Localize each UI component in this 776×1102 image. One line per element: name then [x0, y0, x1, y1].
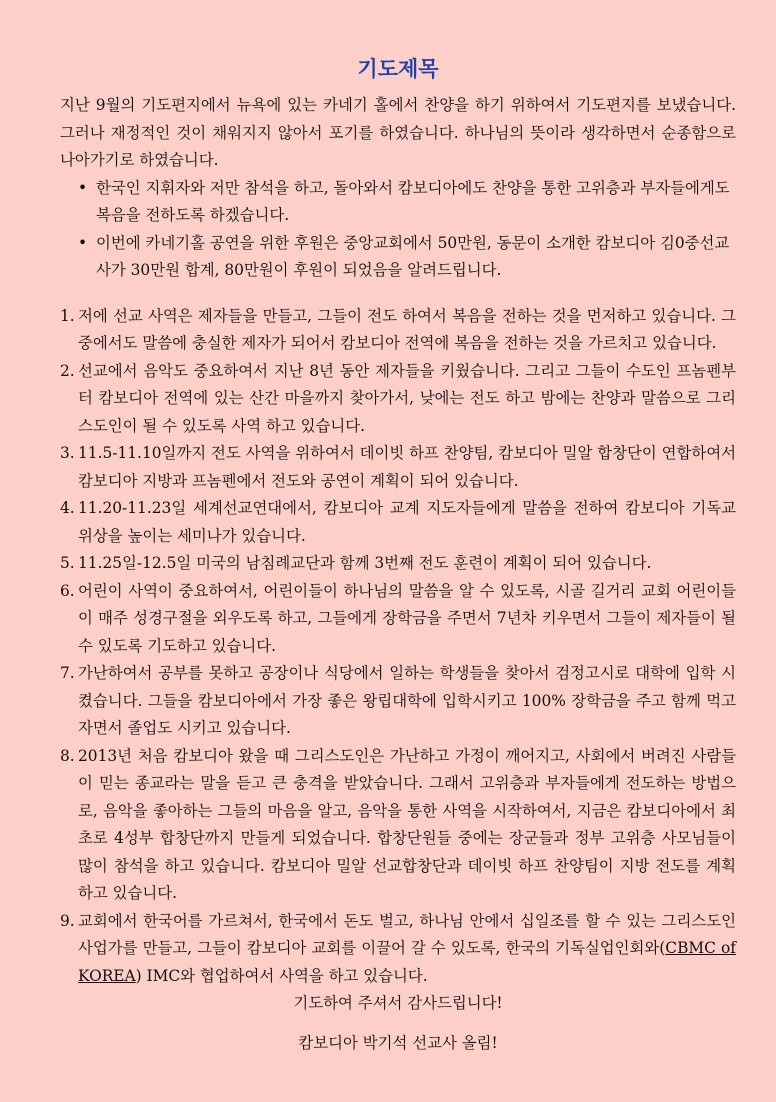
list-item	[60, 908, 736, 991]
item-number: 2.	[60, 361, 75, 380]
item-number: 9.	[60, 911, 75, 930]
list-item	[60, 578, 736, 661]
bullet-item	[78, 230, 736, 285]
list-item	[60, 550, 736, 578]
item-text: 저에 선교 사역은 제자들을 만들고, 그들이 전도 하여서 복음을 전하는 것을 먼저하고 있습니다. 그 중에서도 말씀에 충실한 제자가 되어서 캄보디아 전역에 복음을 전하는 것을 가르치고 있습니다.	[78, 306, 736, 352]
item-text: 11.20-11.23일 세계선교연대에서, 캄보디아 교계 지도자들에게 말씀을 전하여 캄보디아 기독교 위상을 높이는 세미나가 있습니다.	[78, 499, 736, 545]
signature: 캄보디아 박기석 선교사 올림!	[298, 1033, 498, 1052]
list-item	[60, 743, 736, 908]
numbered-list	[60, 303, 736, 991]
list-item	[60, 303, 736, 358]
item-text: 11.5-11.10일까지 전도 사역을 위하여서 데이빗 하프 찬양팀, 캄보디아 밀알 합창단이 연합하여서 캄보디아 지방과 프놈펜에서 전도와 공연이 계획이 되어 있습니다.	[78, 444, 736, 490]
item-number: 5.	[60, 554, 75, 572]
item-text: 2013년 처음 캄보디아 왔을 때 그리스도인은 가난하고 가정이 깨어지고, 사회에서 버려진 사람들이 믿는 종교라는 말을 듣고 큰 충격을 받았습니다. 그래서 고위층과 부자들에게 전도하는 방법으로, 음악을 좋아하는 그들의 마음을 알고, 음악을 통한 사역을 시작하여서, 지금은 캄보디아에서 최초로 4성부 합창단까지 만들게 되었습니다. 합창단원들 중에는 장군들과 정부 고위층 사모님들이 많이 참석을 하고 있습니다. 캄보디아 밀알 선교합창단과 데이빗 하프 찬양팀이 지방 전도를 계획하고 있습니다.	[78, 746, 736, 902]
intro-paragraph: 지난 9월의 기도편지에서 뉴욕에 있는 카네기 홀에서 찬양을 하기 위하여서 기도편지를 보냈습니다. 그러나 재정적인 것이 채워지지 않아서 포기를 하였습니다. 하나님의 뜻이라 생각하면서 순종함으로 나아가기로 하였습니다.	[60, 96, 736, 169]
item-number: 4.	[60, 499, 75, 517]
list-item	[60, 495, 736, 550]
page-title: 기도제목	[357, 56, 439, 81]
item-number: 7.	[60, 664, 75, 682]
item-number: 8.	[60, 746, 75, 765]
list-item	[60, 660, 736, 743]
bullet-text: 한국인 지휘자와 저만 참석을 하고, 돌아와서 캄보디아에도 찬양을 통한 고위층과 부자들에게도 복음을 전하도록 하겠습니다.	[96, 178, 730, 224]
section-spacer	[60, 285, 736, 303]
item-number: 3.	[60, 444, 75, 462]
bullet-dot-icon: •	[78, 233, 88, 252]
item-text: 가난하여서 공부를 못하고 공장이나 식당에서 일하는 학생들을 찾아서 검정고시로 대학에 입학 시켰습니다. 그들을 캄보디아에서 가장 좋은 왕립대학에 입학시키고 100% 장학금을 주고 함께 먹고 자면서 졸업도 시키고 있습니다.	[78, 664, 736, 737]
bullet-list	[60, 175, 736, 285]
item-text-after: ) IMC와 협업하여서 사역을 하고 있습니다.	[135, 966, 428, 985]
bullet-item	[78, 175, 736, 230]
item-text-before: 교회에서 한국어를 가르쳐서, 한국에서 돈도 벌고, 하나님 안에서 십일조를 할 수 있는 그리스도인 사업가를 만들고, 그들이 캄보디아 교회를 이끌어 갈 수 있도록, 한국의 기독실업인회와(	[78, 911, 736, 957]
bullet-text: 이번에 카네기홀 공연을 위한 후원은 중앙교회에서 50만원, 동문이 소개한 캄보디아 김0중선교사가 30만원 합계, 80만원이 후원이 되었음을 알려드립니다.	[96, 233, 730, 279]
item-text: 선교에서 음악도 중요하여서 지난 8년 동안 제자들을 키웠습니다. 그리고 그들이 수도인 프놈펜부터 캄보디아 전역에 있는 산간 마을까지 찾아가서, 낮에는 전도 하고 밤에는 찬양과 말씀으로 그리스도인이 될 수 있도록 사역 하고 있습니다.	[78, 361, 736, 435]
list-item	[60, 358, 736, 441]
item-number: 6.	[60, 581, 75, 600]
list-item	[60, 440, 736, 495]
item-text: 어린이 사역이 중요하여서, 어린이들이 하나님의 말씀을 알 수 있도록, 시골 길거리 교회 어린이들이 매주 성경구절을 외우도록 하고, 그들에게 장학금을 주면서 7년차 키우면서 그들이 제자들이 될 수 있도록 기도하고 있습니다.	[78, 581, 736, 655]
closing-line: 기도하여 주셔서 감사드립니다!	[293, 994, 503, 1012]
item-text: 11.25일-12.5일 미국의 남침례교단과 함께 3번째 전도 훈련이 계획이 되어 있습니다.	[78, 554, 652, 572]
item-number: 1.	[60, 306, 75, 325]
cbmc-link[interactable]: CBMC of KOREA	[78, 939, 736, 985]
bullet-dot-icon: •	[78, 178, 88, 197]
